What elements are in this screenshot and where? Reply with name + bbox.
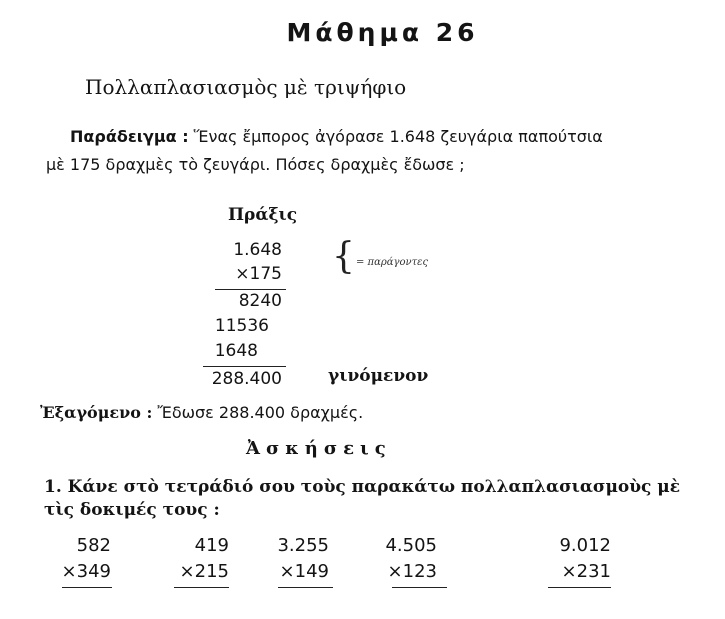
lesson-subtitle: Πολλαπλασιασμὸς μὲ τριψήφιο	[85, 75, 407, 99]
example-label: Παράδειγμα :	[70, 127, 189, 146]
rule-sum	[203, 366, 286, 367]
exercise-instruction-2: τὶς δοκιμές τους :	[44, 500, 220, 520]
partial-product-1: 8240	[238, 291, 282, 311]
exercise-3-rule	[278, 587, 333, 588]
exercise-3-bottom: ×149	[279, 561, 329, 582]
multiplier: ×175	[235, 264, 282, 284]
exercise-4-rule	[392, 587, 447, 588]
exercise-instruction-1: 1. Κάνε στὸ τετράδιό σου τοὺς παρακάτω πολλαπλασιασμοὺς μὲ	[44, 477, 681, 497]
exercise-4-bottom: ×123	[387, 561, 437, 582]
exercise-2-rule	[174, 587, 229, 588]
exercise-5-bottom: ×231	[561, 561, 611, 582]
example-line-1	[70, 127, 603, 146]
result-text: Ἔδωσε 288.400 δραχμές.	[152, 403, 364, 422]
rule-multiplier	[215, 289, 286, 290]
exercise-2-top: 419	[194, 535, 229, 556]
example-line-2: μὲ 175 δραχμὲς τὸ ζευγάρι. Πόσες δραχμὲς ἔδωσε ;	[46, 155, 465, 174]
exercise-1-bottom: ×349	[61, 561, 111, 582]
exercises-heading: Ἀσκήσεις	[246, 438, 392, 459]
partial-product-2: 11536	[214, 316, 269, 336]
multiplicand: 1.648	[233, 240, 282, 260]
exercise-1-top: 582	[76, 535, 111, 556]
praxis-heading: Πράξις	[228, 205, 298, 225]
partial-product-3: 1648	[214, 341, 258, 361]
example-text-1: Ἕνας ἔμπορος ἀγόρασε 1.648 ζευγάρια παπούτσια	[188, 127, 603, 146]
exercise-1-rule	[62, 587, 112, 588]
handwritten-brace: {	[332, 236, 355, 277]
handwritten-note: = παράγοντες	[356, 257, 429, 268]
exercise-5-top: 9.012	[559, 535, 611, 556]
exercise-4-top: 4.505	[385, 535, 437, 556]
exercise-3-top: 3.255	[277, 535, 329, 556]
lesson-title: Μάθημα 26	[286, 18, 479, 47]
product: 288.400	[211, 369, 282, 389]
product-label: γινόμενον	[328, 366, 429, 386]
exercise-2-bottom: ×215	[179, 561, 229, 582]
result-line	[40, 403, 363, 422]
exercise-5-rule	[548, 587, 611, 588]
result-label: Ἐξαγόμενο :	[40, 403, 153, 422]
